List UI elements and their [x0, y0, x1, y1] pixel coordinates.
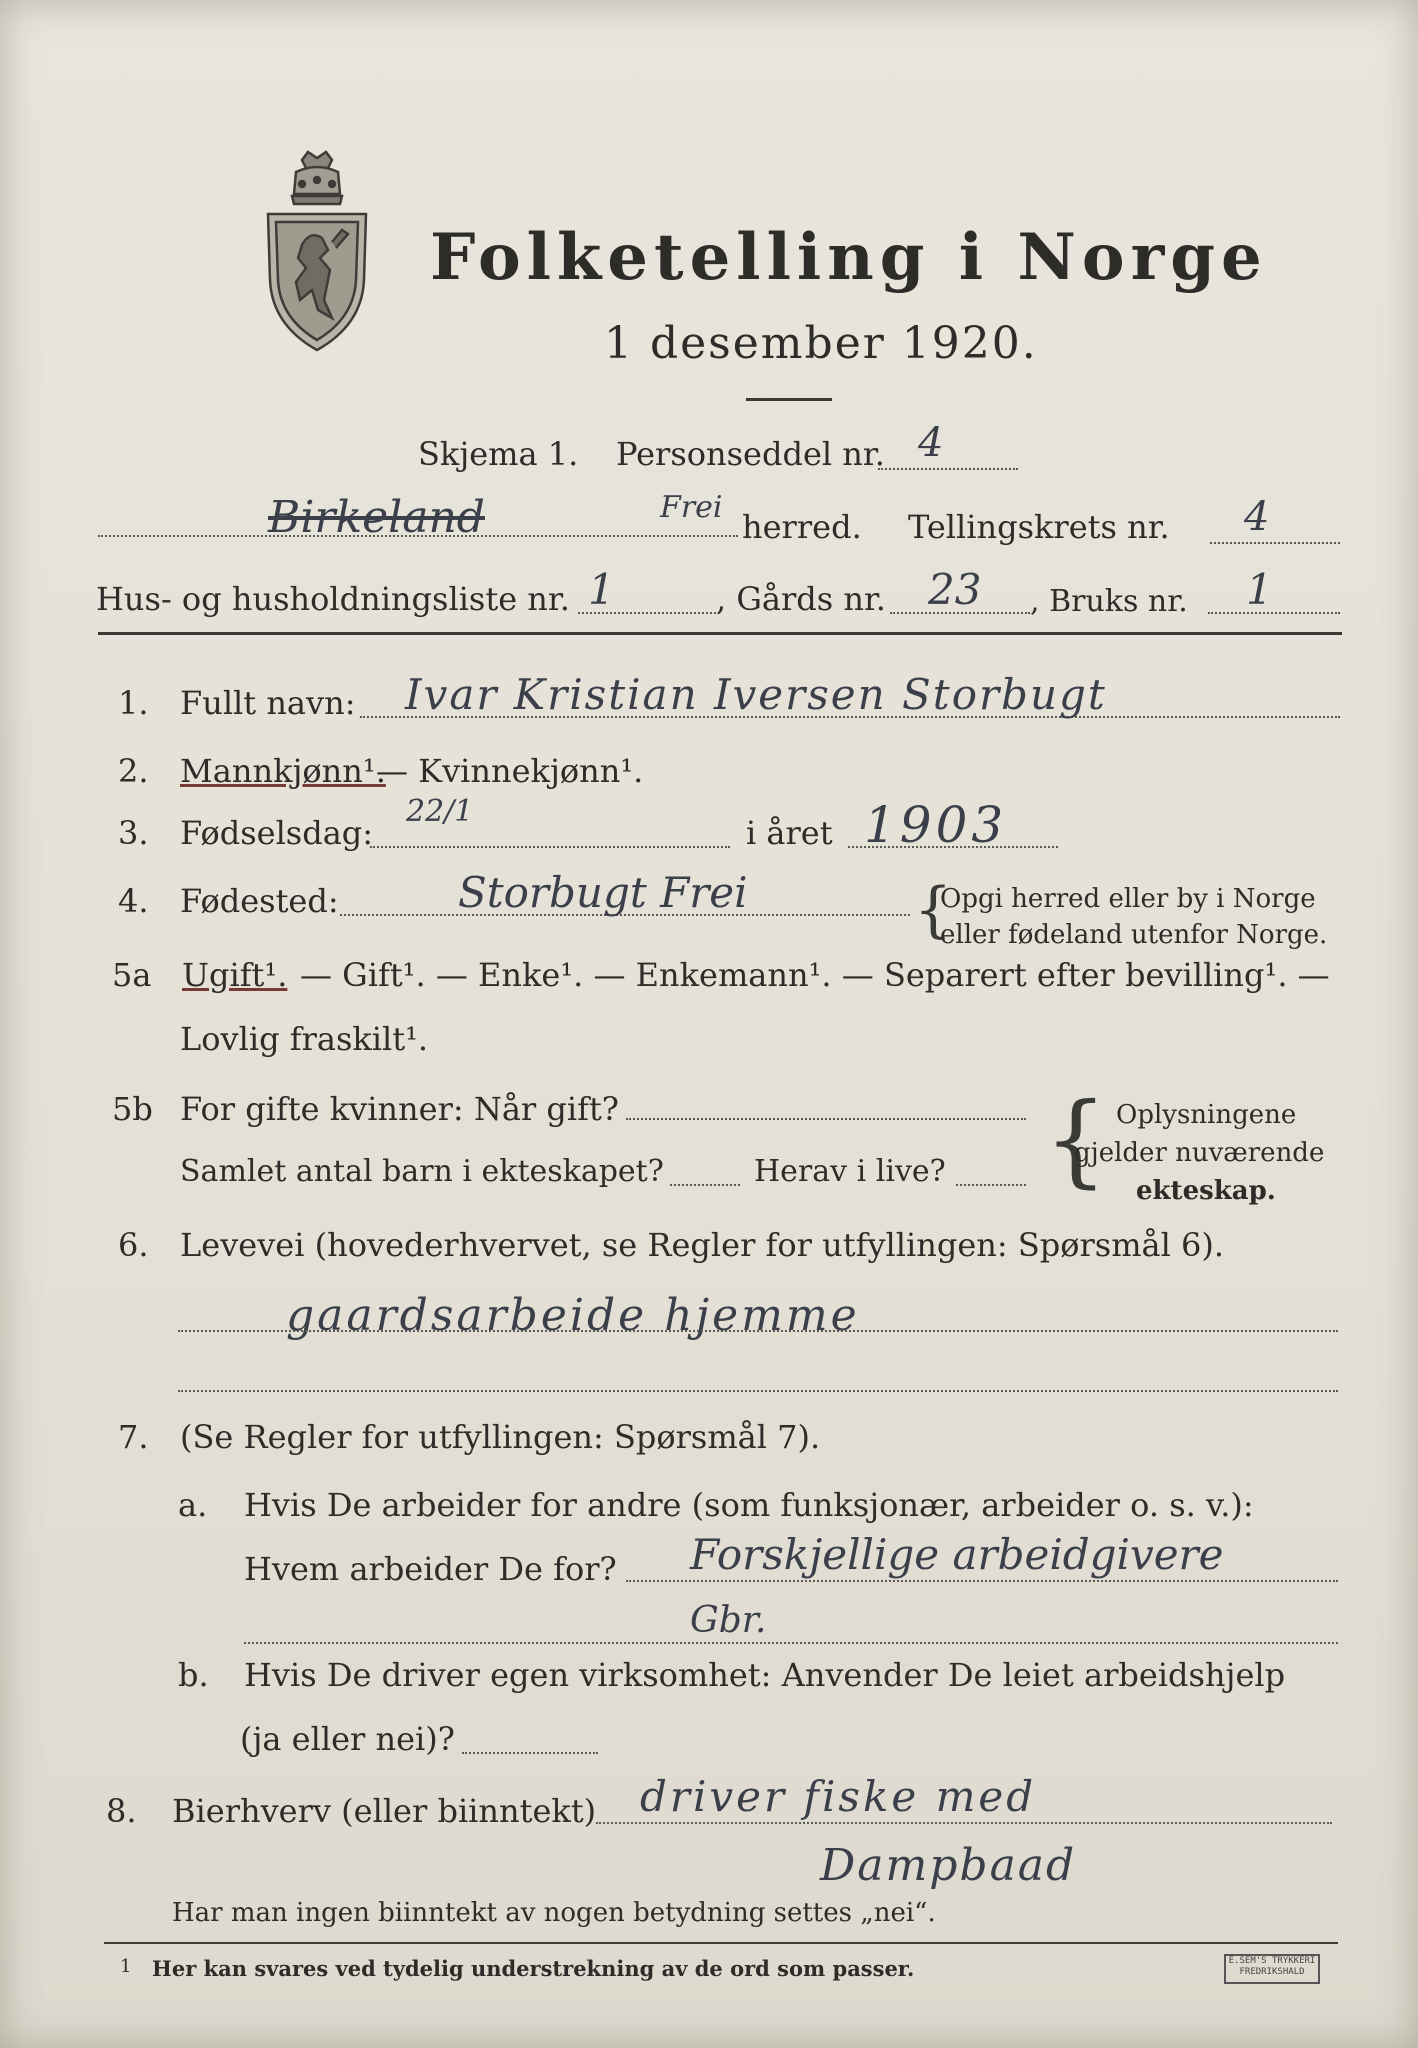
- q3-value: 22/1: [406, 794, 474, 829]
- q8-number: 8.: [106, 1792, 137, 1830]
- q1-label: Fullt navn:: [180, 684, 356, 722]
- bruks-line: [1208, 612, 1340, 614]
- personseddel-line: [878, 468, 1018, 470]
- q6-label: Levevei (hovederhvervet, se Regler for utfyllingen: Spørsmål 6).: [180, 1226, 1225, 1264]
- q2-male-option: Mannkjønn¹.: [180, 752, 386, 790]
- q5a-other-options: — Gift¹. — Enke¹. — Enkemann¹. — Separert efter bevilling¹. —: [300, 956, 1330, 994]
- q8-note: Har man ingen biinntekt av nogen betydning settes „nei“.: [172, 1898, 936, 1928]
- q7a-value2: Gbr.: [690, 1600, 767, 1641]
- q5b-children-line: [670, 1184, 740, 1186]
- coat-of-arms-icon: [262, 150, 372, 355]
- q7a-line2: Hvem arbeider De for?: [244, 1550, 617, 1588]
- tellingskrets-value: 4: [1244, 494, 1270, 540]
- q5a-ugift-option: Ugift¹.: [182, 956, 288, 994]
- printer-stamp-line1: E.SEM'S TRYKKERI: [1228, 1956, 1316, 1966]
- footnote-text: Her kan svares ved tydelig understrekning av de ord som passer.: [152, 1956, 915, 1981]
- q5b-children-label: Samlet antal barn i ekteskapet?: [180, 1154, 664, 1189]
- q1-value: Ivar Kristian Iversen Storbugt: [405, 670, 1107, 719]
- q7-number: 7.: [118, 1418, 149, 1456]
- q8-value2: Dampbaad: [820, 1840, 1077, 1891]
- q5b-alive-line: [956, 1184, 1026, 1186]
- gards-label: , Gårds nr.: [716, 580, 886, 618]
- q8-line1: [596, 1822, 1332, 1824]
- q3-label: Fødselsdag:: [180, 814, 374, 852]
- census-date: 1 desember 1920.: [604, 318, 1038, 369]
- tellingskrets-label: Tellingskrets nr.: [908, 508, 1170, 546]
- q2-female-option: — Kvinnekjønn¹.: [376, 752, 644, 790]
- q7a-line1: Hvis De arbeider for andre (som funksjonær, arbeider o. s. v.):: [244, 1486, 1254, 1524]
- q7b-line: [462, 1752, 598, 1754]
- q4-note-brace: {: [914, 875, 953, 945]
- q5b-number: 5b: [112, 1090, 153, 1128]
- q3-number: 3.: [118, 814, 149, 852]
- footnote-rule: [104, 1942, 1338, 1944]
- q7-label: (Se Regler for utfyllingen: Spørsmål 7).: [180, 1418, 821, 1456]
- q7a-line-b: [244, 1642, 1338, 1644]
- q5a-number: 5a: [112, 956, 152, 994]
- bruks-label: , Bruks nr.: [1030, 584, 1188, 619]
- q5b-note-line2: gjelder nuværende: [1074, 1138, 1325, 1168]
- q5b-label: For gifte kvinner: Når gift?: [180, 1090, 619, 1128]
- q3-year-value: 1903: [864, 796, 1008, 854]
- q3-year-label: i året: [746, 814, 833, 852]
- q4-label: Fødested:: [180, 882, 339, 920]
- herred-value: Frei: [660, 490, 723, 525]
- q7b-line2: (ja eller nei)?: [240, 1720, 455, 1758]
- q6-value: gaardsarbeide hjemme: [286, 1290, 860, 1341]
- form-title: Folketelling i Norge: [430, 220, 1268, 295]
- header-rule: [98, 632, 1342, 635]
- q2-number: 2.: [118, 752, 149, 790]
- q5b-note-brace: {: [1044, 1081, 1108, 1198]
- skjema-label: Skjema 1.: [418, 435, 579, 473]
- q7b-line1: Hvis De driver egen virksomhet: Anvender De leiet arbeidshjelp: [244, 1656, 1286, 1694]
- herred-value-struck: Birkeland: [268, 492, 485, 543]
- printer-stamp: [1224, 1954, 1320, 1984]
- footnote-mark: 1: [120, 1956, 132, 1977]
- personseddel-label: Personseddel nr.: [616, 435, 885, 473]
- q4-note-line1: Opgi herred eller by i Norge: [940, 884, 1316, 914]
- q6-line2: [178, 1390, 1338, 1392]
- q5b-alive-label: Herav i live?: [754, 1154, 946, 1189]
- q6-number: 6.: [118, 1226, 149, 1264]
- bruks-value: 1: [1246, 565, 1273, 614]
- q7b-letter: b.: [178, 1656, 209, 1694]
- q7a-value1: Forskjellige arbeidgivere: [690, 1530, 1224, 1579]
- q8-label: Bierhverv (eller biinntekt): [172, 1792, 597, 1830]
- q7a-line-a: [626, 1580, 1338, 1582]
- q5a-line2: Lovlig fraskilt¹.: [180, 1020, 429, 1058]
- q3-line: [370, 846, 730, 848]
- tellingskrets-line: [1210, 542, 1340, 544]
- q5b-note-line1: Oplysningene: [1116, 1100, 1297, 1130]
- printer-stamp-line2: FREDRIKSHALD: [1239, 1967, 1305, 1977]
- q8-value1: driver fiske med: [640, 1772, 1037, 1821]
- title-divider: [746, 398, 832, 401]
- husholdning-label: Hus- og husholdningsliste nr.: [96, 580, 570, 618]
- q4-number: 4.: [118, 882, 149, 920]
- q6-line1: [178, 1330, 1338, 1332]
- q5b-married-line: [626, 1118, 1026, 1120]
- q4-note-line2: eller fødeland utenfor Norge.: [940, 920, 1328, 950]
- herred-label: herred.: [742, 508, 862, 546]
- personseddel-value: 4: [918, 420, 944, 466]
- husholdning-value: 1: [588, 565, 615, 614]
- gards-value: 23: [928, 565, 982, 614]
- q7a-letter: a.: [178, 1486, 208, 1524]
- q4-value: Storbugt Frei: [458, 868, 748, 917]
- q5b-note-line3: ekteskap.: [1136, 1176, 1276, 1206]
- q1-number: 1.: [118, 684, 149, 722]
